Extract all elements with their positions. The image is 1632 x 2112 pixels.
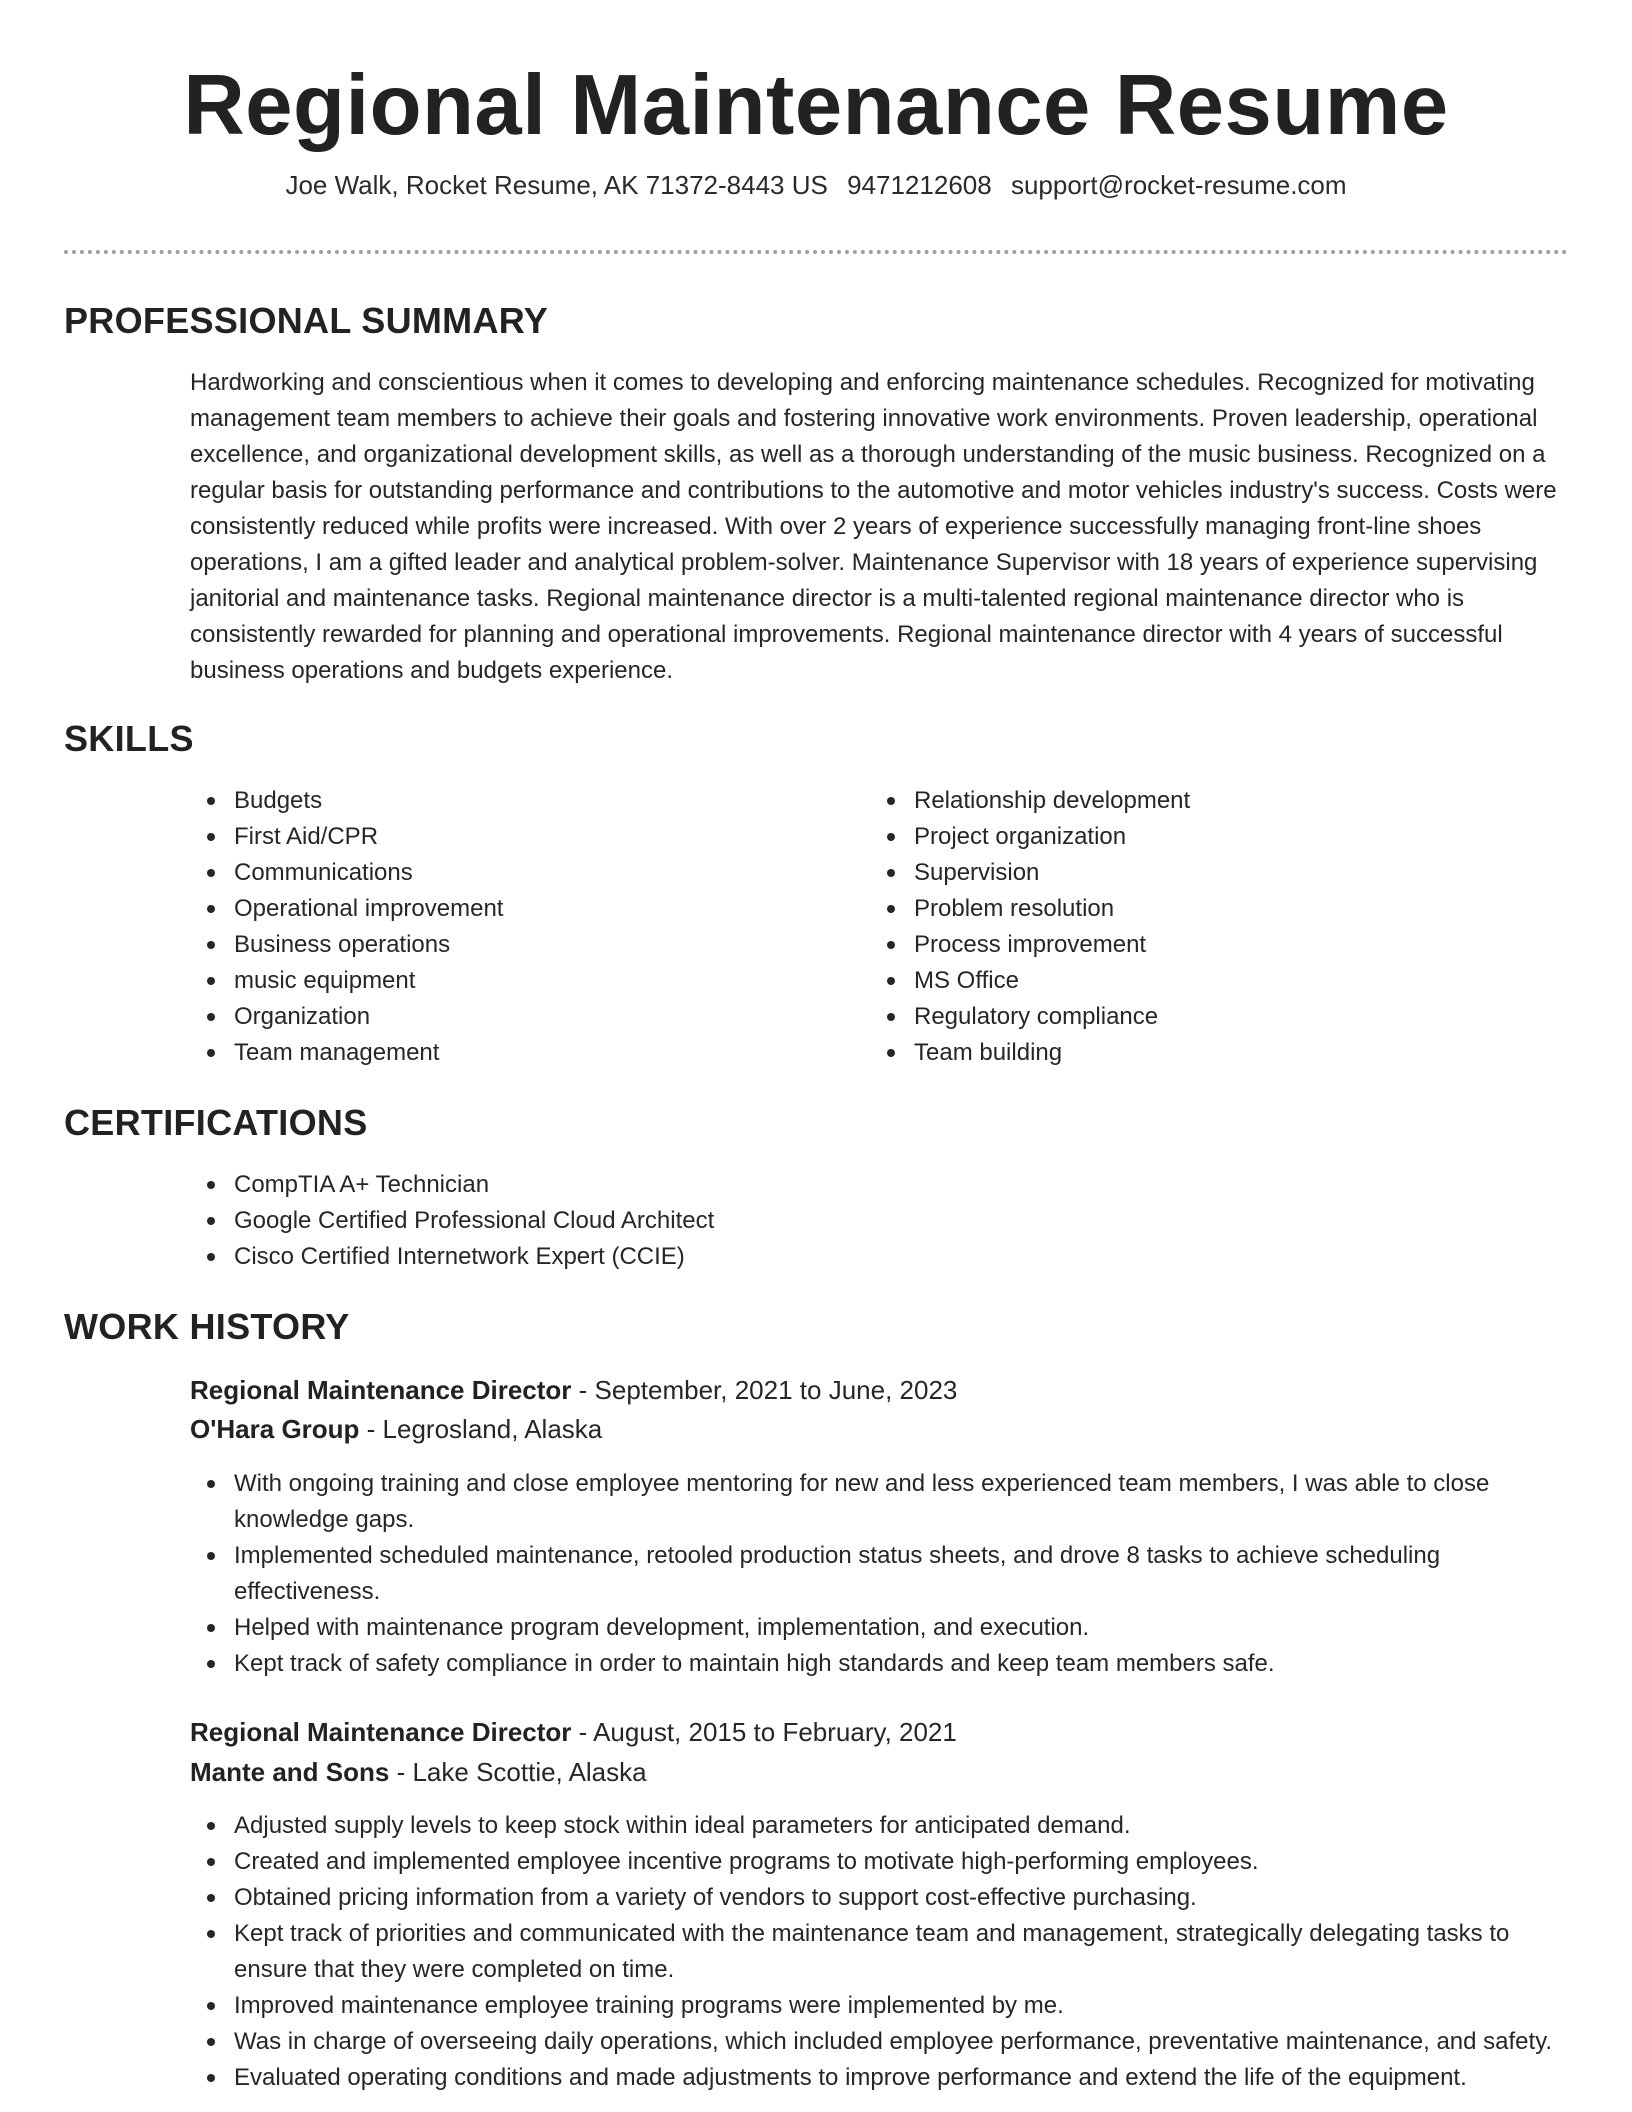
job-bullet: Evaluated operating conditions and made adjustments to improve performance and extend the life of the equipment. bbox=[190, 2060, 1568, 2096]
job-title: Regional Maintenance Director bbox=[190, 1375, 572, 1405]
job-dates: - August, 2015 to February, 2021 bbox=[571, 1717, 957, 1747]
skill-item: Supervision bbox=[870, 855, 1510, 891]
skill-item: Business operations bbox=[190, 927, 830, 963]
certifications-list bbox=[190, 1167, 1190, 1275]
job-bullet: Created and implemented employee incentive programs to motivate high-performing employees. bbox=[190, 1844, 1568, 1880]
job-bullet-list bbox=[190, 1466, 1568, 1682]
job-bullet: Obtained pricing information from a variety of vendors to support cost-effective purchasing. bbox=[190, 1880, 1568, 1916]
work-history-heading: WORK HISTORY bbox=[64, 1306, 350, 1347]
skills-left-list bbox=[190, 783, 830, 1071]
job-bullet: Was in charge of overseeing daily operations, which included employee performance, preventative maintenance, and safety. bbox=[190, 2024, 1568, 2060]
skill-item: Communications bbox=[190, 855, 830, 891]
skill-item: Team building bbox=[870, 1035, 1510, 1071]
job-bullets bbox=[190, 1808, 1568, 2096]
summary-heading: PROFESSIONAL SUMMARY bbox=[64, 300, 549, 341]
job-bullet: With ongoing training and close employee mentoring for new and less experienced team members, I was able to close knowledge gaps. bbox=[190, 1466, 1568, 1538]
job-company-line bbox=[190, 1410, 602, 1448]
skills-left-column bbox=[190, 783, 830, 1071]
job-location: - Legrosland, Alaska bbox=[359, 1414, 603, 1444]
certification-item: CompTIA A+ Technician bbox=[190, 1167, 1190, 1203]
skill-item: Organization bbox=[190, 999, 830, 1035]
skill-item: music equipment bbox=[190, 963, 830, 999]
job-dates: - September, 2021 to June, 2023 bbox=[571, 1375, 958, 1405]
job-bullet: Adjusted supply levels to keep stock within ideal parameters for anticipated demand. bbox=[190, 1808, 1568, 1844]
job-bullet-list bbox=[190, 1808, 1568, 2096]
skills-right-column bbox=[870, 783, 1510, 1071]
resume-page bbox=[64, 0, 1568, 2091]
job-bullet: Improved maintenance employee training programs were implemented by me. bbox=[190, 1988, 1568, 2024]
job-bullet: Kept track of priorities and communicated with the maintenance team and management, strategically delegating tasks to ensure that they were completed on time. bbox=[190, 1916, 1568, 1988]
skill-item: Budgets bbox=[190, 783, 830, 819]
skills-right-list bbox=[870, 783, 1510, 1071]
contact-line bbox=[64, 168, 1568, 202]
summary-text: Hardworking and conscientious when it comes to developing and enforcing maintenance schedules. Recognized for motivating management team members to achieve their goals and fostering innovative work environments. Proven leadership, operational excellence, and organizational development skills, as well as a thorough understanding of the music business. Recognized on a regular basis for outstanding performance and contributions to the automotive and motor vehicles industry's success. Costs were consistently reduced while profits were increased. With over 2 years of experience successfully managing front-line shoes operations, I am a gifted leader and analytical problem-solver. Maintenance Supervisor with 18 years of experience supervising janitorial and maintenance tasks. Regional maintenance director is a multi-talented regional maintenance director who is consistently rewarded for planning and operational improvements. Regional maintenance director with 4 years of successful business operations and budgets experience. bbox=[190, 369, 1557, 684]
job-company-line bbox=[190, 1753, 647, 1791]
skill-item: Team management bbox=[190, 1035, 830, 1071]
certifications-block bbox=[190, 1167, 1190, 1275]
certifications-heading: CERTIFICATIONS bbox=[64, 1102, 368, 1143]
job-bullet: Implemented scheduled maintenance, retooled production status sheets, and drove 8 tasks to achieve scheduling effectiveness. bbox=[190, 1538, 1568, 1610]
job-title: Regional Maintenance Director bbox=[190, 1717, 572, 1747]
certification-item: Cisco Certified Internetwork Expert (CCIE) bbox=[190, 1239, 1190, 1275]
skill-item: Project organization bbox=[870, 819, 1510, 855]
job-bullets bbox=[190, 1466, 1568, 1682]
skill-item: MS Office bbox=[870, 963, 1510, 999]
job-company: O'Hara Group bbox=[190, 1414, 360, 1444]
skills-heading: SKILLS bbox=[64, 718, 194, 759]
job-bullet: Kept track of safety compliance in order to maintain high standards and keep team members safe. bbox=[190, 1646, 1568, 1682]
skill-item: Relationship development bbox=[870, 783, 1510, 819]
contact-email: support@rocket-resume.com bbox=[1010, 170, 1347, 200]
job-title-line bbox=[190, 1713, 957, 1751]
resume-title: Regional Maintenance Resume bbox=[183, 58, 1449, 153]
skill-item: Regulatory compliance bbox=[870, 999, 1510, 1035]
skill-item: Problem resolution bbox=[870, 891, 1510, 927]
job-bullet: Helped with maintenance program development, implementation, and execution. bbox=[190, 1610, 1568, 1646]
certification-item: Google Certified Professional Cloud Architect bbox=[190, 1203, 1190, 1239]
job-title-line bbox=[190, 1371, 957, 1409]
contact-phone: 9471212608 bbox=[847, 170, 992, 200]
skill-item: Process improvement bbox=[870, 927, 1510, 963]
job-company: Mante and Sons bbox=[190, 1757, 390, 1787]
skill-item: Operational improvement bbox=[190, 891, 830, 927]
contact-address: Joe Walk, Rocket Resume, AK 71372-8443 US bbox=[285, 170, 828, 200]
skill-item: First Aid/CPR bbox=[190, 819, 830, 855]
job-location: - Lake Scottie, Alaska bbox=[389, 1757, 647, 1787]
header-divider bbox=[64, 250, 1568, 254]
